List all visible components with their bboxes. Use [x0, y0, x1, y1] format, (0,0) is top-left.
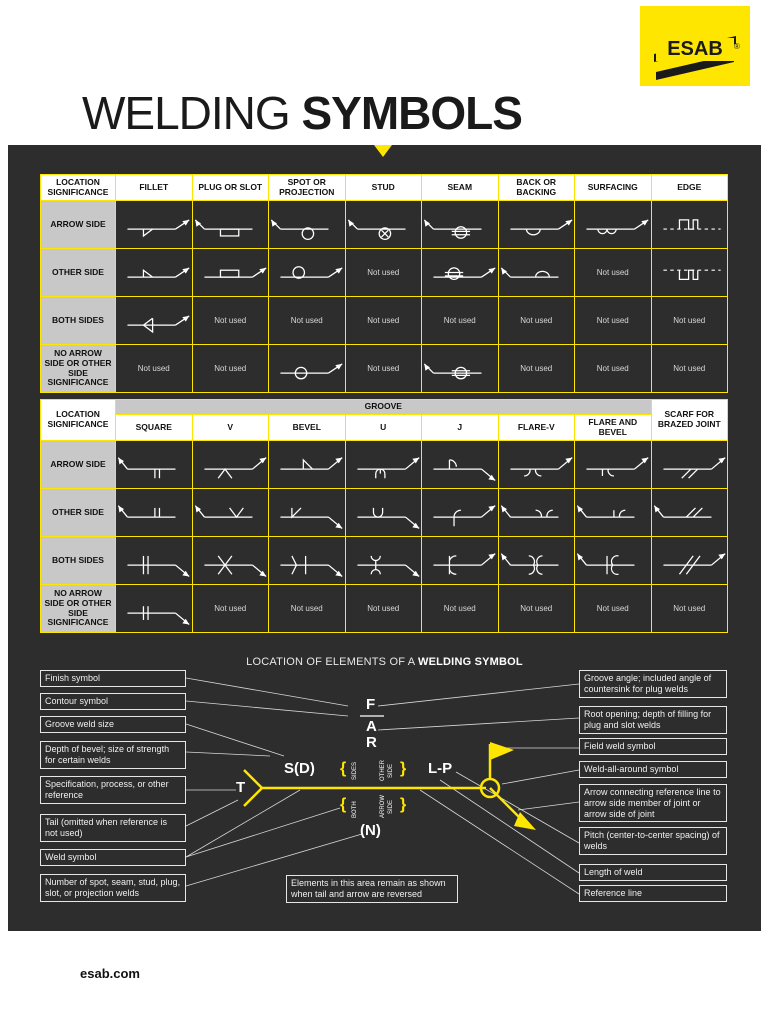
table1-row-label-0: ARROW SIDE: [40, 200, 116, 249]
table2-cell-3-6: Not used: [574, 584, 652, 633]
table2-col-4: J: [421, 414, 499, 441]
title-part1: WELDING: [82, 87, 290, 139]
table1-col-1: PLUG OR SLOT: [192, 174, 270, 201]
footer-url[interactable]: esab.com: [80, 966, 140, 981]
table1-cell-2-5: Not used: [498, 296, 576, 345]
table2-location-header: LOCATION SIGNIFICANCE: [40, 399, 116, 441]
brace-top-right: }: [400, 760, 407, 777]
table2-row-label-1: OTHER SIDE: [40, 488, 116, 537]
diagram-title-part1: LOCATION OF ELEMENTS OF A: [246, 656, 415, 668]
table2-groove-header: GROOVE: [115, 399, 652, 415]
table2-cell-3-7: Not used: [651, 584, 729, 633]
right-label-2: Field weld symbol: [579, 738, 727, 755]
table2-cell-3-4: Not used: [421, 584, 499, 633]
letter-lp: L-P: [428, 760, 453, 777]
table2-cell-3-2: Not used: [268, 584, 346, 633]
table1-col-2: SPOT OR PROJECTION: [268, 174, 346, 201]
table1-row-label-3: NO ARROW SIDE OR OTHER SIDE SIGNIFICANCE: [40, 344, 116, 393]
title-part2: SYMBOLS: [301, 87, 522, 139]
left-label-2: Groove weld size: [40, 716, 186, 733]
table1-cell-2-7: Not used: [651, 296, 729, 345]
registered-mark: ®: [734, 42, 740, 51]
table1-cell-3-1: Not used: [192, 344, 270, 393]
left-label-5: Tail (omitted when reference is not used): [40, 814, 186, 842]
right-label-6: Length of weld: [579, 864, 727, 881]
letter-n: (N): [360, 822, 381, 839]
center-note: Elements in this area remain as shown when tail and arrow are reversed: [286, 875, 458, 903]
right-label-3: Weld-all-around symbol: [579, 761, 727, 778]
table1-cell-2-2: Not used: [268, 296, 346, 345]
left-label-7: Number of spot, seam, stud, plug, slot, or projection welds: [40, 874, 186, 902]
table1-cell-1-3: Not used: [345, 248, 423, 297]
left-label-4: Specification, process, or other reference: [40, 776, 186, 804]
table2-row-label-0: ARROW SIDE: [40, 440, 116, 489]
table1-cell-1-6: Not used: [574, 248, 652, 297]
table2-col-1: V: [192, 414, 270, 441]
table1-col-7: EDGE: [651, 174, 729, 201]
table1-cell-3-0: Not used: [115, 344, 193, 393]
label-both: BOTH: [352, 801, 358, 818]
table1-col-5: BACK OR BACKING: [498, 174, 576, 201]
right-label-7: Reference line: [579, 885, 727, 902]
right-label-4: Arrow connecting reference line to arrow side member of joint or arrow side of joint: [579, 784, 727, 822]
letter-r: R: [366, 734, 377, 751]
label-arrow: ARROW: [380, 795, 386, 818]
table2-row-label-3: NO ARROW SIDE OR OTHER SIDE SIGNIFICANCE: [40, 584, 116, 633]
table2-cell-3-1: Not used: [192, 584, 270, 633]
left-label-0: Finish symbol: [40, 670, 186, 687]
table2-row-label-2: BOTH SIDES: [40, 536, 116, 585]
letter-f: F: [366, 696, 376, 713]
table2-cell-3-3: Not used: [345, 584, 423, 633]
table2-col-6: FLARE AND BEVEL: [574, 414, 652, 441]
table2-col-0: SQUARE: [115, 414, 193, 441]
table1-row-label-2: BOTH SIDES: [40, 296, 116, 345]
right-label-0: Groove angle; included angle of countersink for plug welds: [579, 670, 727, 698]
right-label-1: Root opening; depth of filling for plug and slot welds: [579, 706, 727, 734]
table1-cell-2-3: Not used: [345, 296, 423, 345]
brace-top-left: {: [340, 760, 347, 777]
label-side-bottom: SIDE: [388, 799, 394, 814]
left-label-3: Depth of bevel; size of strength for certain welds: [40, 741, 186, 769]
table1-cell-2-1: Not used: [192, 296, 270, 345]
field-weld-flag-icon: [490, 742, 514, 760]
label-sides: SIDES: [352, 761, 358, 780]
letter-a: A: [366, 718, 377, 735]
table1-cell-2-6: Not used: [574, 296, 652, 345]
table2-cell-3-5: Not used: [498, 584, 576, 633]
table2-col-scarf: SCARF FOR BRAZED JOINT: [651, 399, 729, 441]
left-label-1: Contour symbol: [40, 693, 186, 710]
table1-cell-3-5: Not used: [498, 344, 576, 393]
logo-text: ESAB: [656, 38, 734, 61]
right-label-5: Pitch (center-to-center spacing) of welds: [579, 827, 727, 855]
left-label-6: Weld symbol: [40, 849, 186, 866]
brace-bottom-left: {: [340, 796, 347, 813]
table1-col-0: FILLET: [115, 174, 193, 201]
diagram-title-part2: WELDING SYMBOL: [418, 656, 523, 668]
table1-col-3: STUD: [345, 174, 423, 201]
letter-sd: S(D): [284, 760, 315, 777]
table1-col-6: SURFACING: [574, 174, 652, 201]
table1-cell-3-3: Not used: [345, 344, 423, 393]
label-other: OTHER: [380, 760, 386, 781]
table1-cell-2-4: Not used: [421, 296, 499, 345]
table1-col-4: SEAM: [421, 174, 499, 201]
table1-cell-3-7: Not used: [651, 344, 729, 393]
table1-row-label-1: OTHER SIDE: [40, 248, 116, 297]
label-side-top: SIDE: [388, 763, 394, 778]
brace-bottom-right: }: [400, 796, 407, 813]
table1-cell-3-6: Not used: [574, 344, 652, 393]
table2-col-2: BEVEL: [268, 414, 346, 441]
table2-col-5: FLARE-V: [498, 414, 576, 441]
letter-t: T: [236, 779, 246, 796]
table2-col-3: U: [345, 414, 423, 441]
table1-location-header: LOCATION SIGNIFICANCE: [40, 174, 116, 201]
